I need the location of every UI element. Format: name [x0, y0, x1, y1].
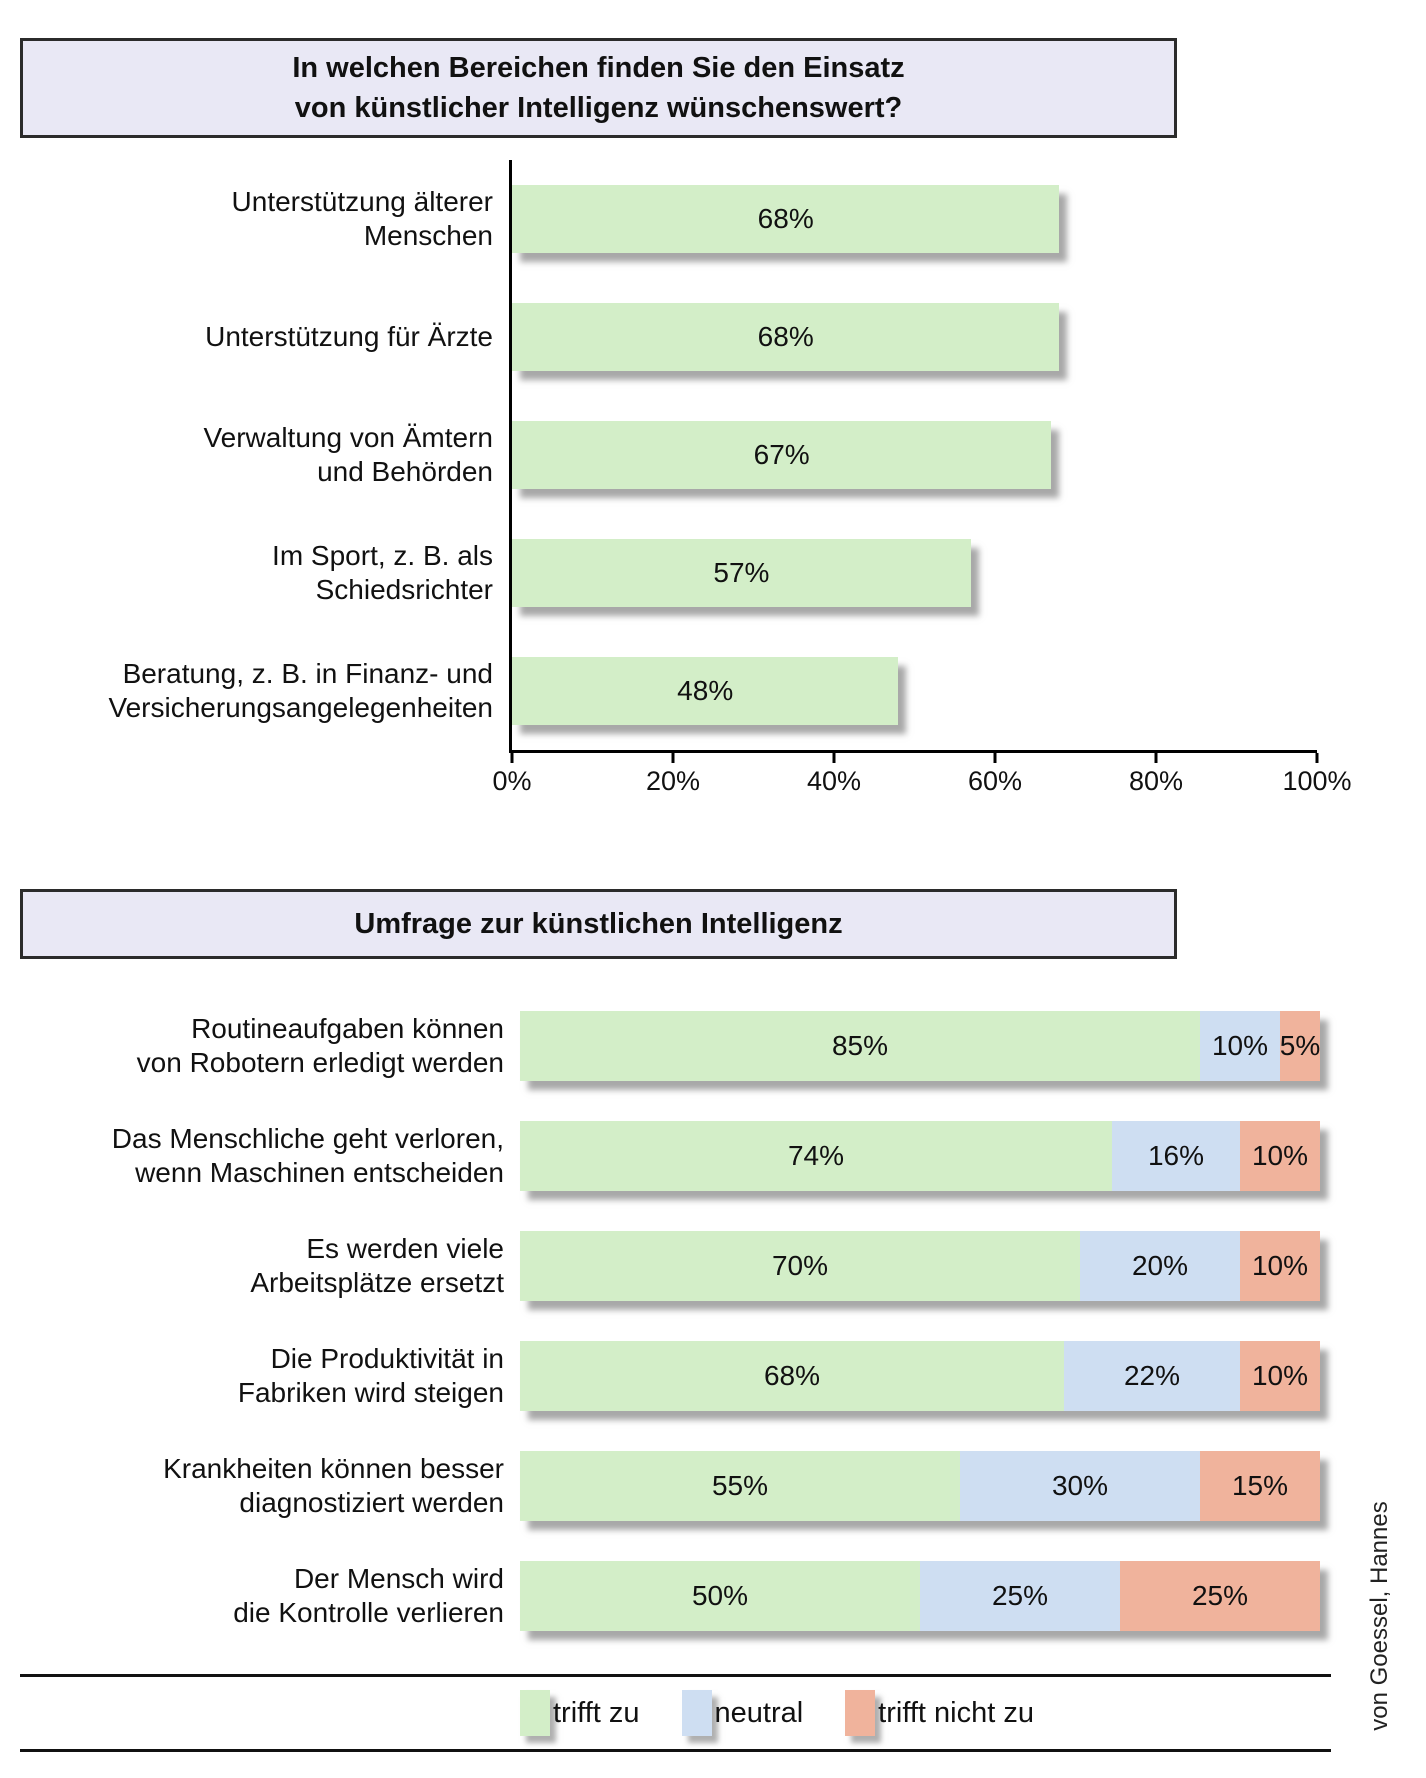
survey1-category-label: [0, 632, 509, 750]
survey1-title-line2: von künstlicher Intelligenz wünschenswert?: [294, 92, 903, 125]
survey2-bar-row: [0, 1321, 1426, 1431]
survey1-bar-row: [0, 632, 1426, 750]
survey1-title-box: [20, 38, 1177, 138]
survey2-segment-neutral: [1200, 1011, 1280, 1081]
x-axis-tick: [994, 753, 997, 763]
survey1-category-label: [0, 278, 509, 396]
x-axis-tick-label: 20%: [645, 766, 701, 797]
survey1-category-label-line: Unterstützung für Ärzte: [205, 320, 493, 352]
survey1-bar-row: [0, 278, 1426, 396]
survey2-segment-value-label: 50%: [691, 1580, 749, 1612]
survey1-bar-rows: [0, 160, 1426, 750]
survey2-segment-disagree: [1240, 1341, 1320, 1411]
survey2-segment-value-label: 25%: [1191, 1580, 1249, 1612]
survey1-bar-value-label: 68%: [757, 203, 814, 235]
survey2-statement-label-line: Das Menschliche geht verloren,: [111, 1122, 504, 1154]
survey2-statement-label-line: Es werden viele: [306, 1232, 504, 1264]
survey1-bar-value-label: 48%: [677, 675, 734, 707]
survey2-statement-label: [0, 1321, 520, 1431]
survey2-statement-label: [0, 1101, 520, 1211]
survey1-bar-chart: [0, 160, 1426, 803]
survey2-statement-label: [0, 1541, 520, 1651]
survey2-segment-disagree: [1200, 1451, 1320, 1521]
survey2-segment-disagree: [1240, 1121, 1320, 1191]
survey1-bar-cell: [509, 632, 1426, 750]
survey2-segment-value-label: 10%: [1211, 1030, 1269, 1062]
survey2-segment-value-label: 25%: [991, 1580, 1049, 1612]
survey2-statement-label-line: Die Produktivität in: [270, 1342, 504, 1374]
survey2-stacked-bar: [520, 1121, 1320, 1191]
survey2-segment-agree: [520, 1231, 1080, 1301]
survey2-stacked-bar: [520, 1011, 1320, 1081]
survey2-segment-disagree: [1280, 1011, 1320, 1081]
survey2-segment-value-label: 10%: [1251, 1250, 1309, 1282]
legend-swatch-agree: [520, 1690, 550, 1736]
survey1-bar-value-label: 68%: [757, 321, 814, 353]
survey2-segment-value-label: 70%: [771, 1250, 829, 1282]
survey2-stacked-bar: [520, 1451, 1320, 1521]
survey2-bar-cell: [520, 1321, 1426, 1431]
survey2-statement-label-line: Der Mensch wird: [293, 1562, 504, 1594]
x-axis-tick-label: 100%: [1282, 766, 1352, 797]
survey2-segment-value-label: 85%: [831, 1030, 889, 1062]
survey2-statement-label: [0, 1431, 520, 1541]
survey2-segment-disagree: [1240, 1231, 1320, 1301]
survey1-bar-cell: [509, 160, 1426, 278]
survey2-statement-label-line: Krankheiten können besser: [163, 1452, 504, 1484]
survey2-stacked-bar: [520, 1231, 1320, 1301]
survey2-segment-agree: [520, 1561, 920, 1631]
survey2-segment-neutral: [960, 1451, 1200, 1521]
x-axis-tick: [1316, 753, 1319, 763]
x-axis-tick-label: 60%: [967, 766, 1023, 797]
survey2-segment-value-label: 10%: [1251, 1360, 1309, 1392]
survey2-stacked-bar-chart: [0, 991, 1426, 1651]
survey1-category-label-line: Verwaltung von Ämtern: [203, 421, 493, 453]
survey1-category-label-line: Schiedsrichter: [315, 574, 493, 606]
survey1-bar-row: [0, 514, 1426, 632]
survey2-segment-value-label: 16%: [1147, 1140, 1205, 1172]
survey2-bar-cell: [520, 1541, 1426, 1651]
survey2-statement-label-line: die Kontrolle verlieren: [233, 1597, 504, 1629]
legend-item-disagree: [845, 1690, 1034, 1736]
survey2-bar-rows: [0, 991, 1426, 1651]
survey2-segment-value-label: 68%: [763, 1360, 821, 1392]
survey1-bar-cell: [509, 514, 1426, 632]
x-axis-tick-label: 40%: [806, 766, 862, 797]
survey1-bar-cell: [509, 278, 1426, 396]
survey1-bar: [512, 421, 1051, 489]
survey2-statement-label-line: Arbeitsplätze ersetzt: [250, 1267, 504, 1299]
survey2-segment-agree: [520, 1011, 1200, 1081]
survey1-bar-value-label: 67%: [753, 439, 810, 471]
survey2-statement-label: [0, 991, 520, 1101]
survey2-segment-agree: [520, 1121, 1112, 1191]
x-axis-tick-label: 80%: [1128, 766, 1184, 797]
survey2-stacked-bar: [520, 1561, 1320, 1631]
survey2-bar-row: [0, 1101, 1426, 1211]
survey2-statement-label-line: von Robotern erledigt werden: [136, 1047, 504, 1079]
survey2-statement-label: [0, 1211, 520, 1321]
survey1-bar: [512, 539, 971, 607]
survey2-statement-label-line: Routineaufgaben können: [191, 1012, 504, 1044]
survey2-title-box: [20, 889, 1177, 959]
survey2-bar-row: [0, 991, 1426, 1101]
legend-row: [520, 1690, 1331, 1736]
survey1-bar: [512, 657, 898, 725]
x-axis-tick: [672, 753, 675, 763]
survey1-bar: [512, 185, 1059, 253]
survey2-stacked-bar: [520, 1341, 1320, 1411]
survey1-category-label: [0, 514, 509, 632]
survey1-bar-row: [0, 160, 1426, 278]
legend-item-neutral: [682, 1690, 804, 1736]
survey2-segment-value-label: 5%: [1279, 1030, 1321, 1062]
survey2-segment-neutral: [1112, 1121, 1240, 1191]
survey2-segment-value-label: 22%: [1123, 1360, 1181, 1392]
survey2-segment-value-label: 15%: [1231, 1470, 1289, 1502]
survey2-bar-row: [0, 1431, 1426, 1541]
survey1-category-label-line: Unterstützung älterer: [231, 185, 493, 217]
legend-swatch-disagree: [845, 1690, 875, 1736]
x-axis-tick-label: 0%: [492, 766, 532, 797]
survey2-segment-value-label: 30%: [1051, 1470, 1109, 1502]
legend-swatch-neutral: [682, 1690, 712, 1736]
x-axis-tick: [1155, 753, 1158, 763]
survey1-category-label-line: Im Sport, z. B. als: [272, 539, 493, 571]
survey2-segment-agree: [520, 1451, 960, 1521]
survey1-bar-value-label: 57%: [713, 557, 770, 589]
survey2-segment-value-label: 74%: [787, 1140, 845, 1172]
survey2-title: Umfrage zur künstlichen Intelligenz: [354, 908, 843, 941]
survey1-category-label: [0, 160, 509, 278]
x-axis-tick: [833, 753, 836, 763]
survey2-bar-cell: [520, 1101, 1426, 1211]
legend-label-disagree: trifft nicht zu: [878, 1696, 1034, 1729]
survey1-category-label-line: Versicherungsangelegenheiten: [108, 692, 493, 724]
survey2-statement-label-line: Fabriken wird steigen: [237, 1377, 504, 1409]
survey2-statement-label-line: wenn Maschinen entscheiden: [135, 1157, 504, 1189]
survey2-statement-label-line: diagnostiziert werden: [239, 1487, 504, 1519]
survey2-segment-disagree: [1120, 1561, 1320, 1631]
survey2-bar-cell: [520, 1211, 1426, 1321]
survey1-x-axis-ticks: [492, 753, 1426, 803]
survey1-bar-cell: [509, 396, 1426, 514]
x-axis-tick: [511, 753, 514, 763]
survey2-bar-cell: [520, 1431, 1426, 1541]
survey1-title-line1: In welchen Bereichen finden Sie den Einsatz: [292, 52, 905, 84]
survey1-category-label-line: und Behörden: [317, 456, 493, 488]
legend-label-neutral: neutral: [714, 1696, 804, 1729]
legend-item-agree: [520, 1690, 640, 1736]
survey2-bar-cell: [520, 991, 1426, 1101]
survey1-bar: [512, 303, 1059, 371]
survey2-legend: [20, 1674, 1331, 1752]
survey2-bar-row: [0, 1541, 1426, 1651]
survey2-segment-agree: [520, 1341, 1064, 1411]
legend-label-agree: trifft zu: [553, 1696, 640, 1729]
survey2-segment-value-label: 10%: [1251, 1140, 1309, 1172]
survey2-bar-row: [0, 1211, 1426, 1321]
survey1-bar-row: [0, 396, 1426, 514]
survey2-segment-value-label: 55%: [711, 1470, 769, 1502]
survey1-category-label: [0, 396, 509, 514]
credit-vertical-text: von Goessel, Hannes: [1366, 1501, 1393, 1731]
survey2-segment-neutral: [1080, 1231, 1240, 1301]
survey2-segment-neutral: [1064, 1341, 1240, 1411]
survey2-segment-neutral: [920, 1561, 1120, 1631]
survey2-segment-value-label: 20%: [1131, 1250, 1189, 1282]
survey1-category-label-line: Beratung, z. B. in Finanz- und: [122, 657, 493, 689]
survey1-category-label-line: Menschen: [363, 220, 493, 252]
